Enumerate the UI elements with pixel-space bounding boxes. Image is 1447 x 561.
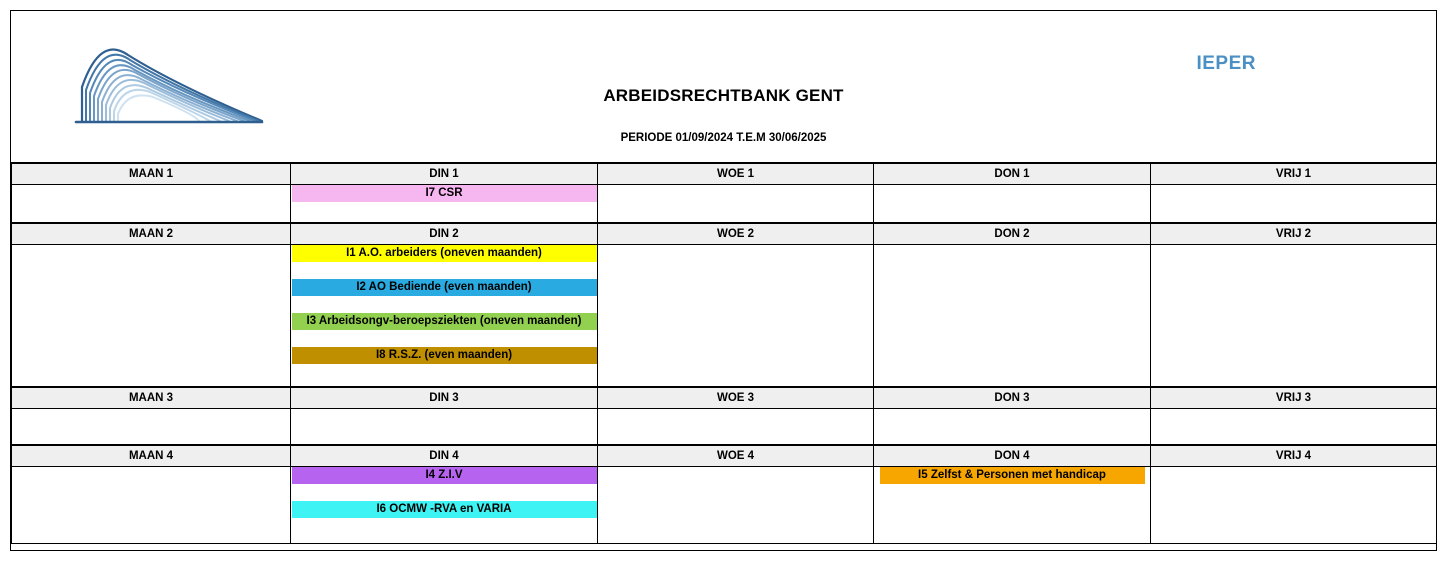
day-header-don-2: DON 2 <box>874 224 1151 245</box>
day-cell-din-1[interactable] <box>291 185 598 223</box>
day-header-don-4: DON 4 <box>874 446 1151 467</box>
day-header-vrij-4: VRIJ 4 <box>1151 446 1437 467</box>
day-header-maan-2: MAAN 2 <box>12 224 291 245</box>
day-header-maan-1: MAAN 1 <box>12 164 291 185</box>
day-cell-don-2[interactable] <box>874 245 1151 387</box>
day-header-woe-2: WOE 2 <box>598 224 874 245</box>
schedule-entry[interactable]: I8 R.S.Z. (even maanden) <box>292 347 597 364</box>
period-label: PERIODE 01/09/2024 T.E.M 30/06/2025 <box>620 132 827 144</box>
day-cell-vrij-1[interactable] <box>1151 185 1437 223</box>
day-cell-din-3[interactable] <box>291 409 598 445</box>
day-cell-maan-1[interactable] <box>12 185 291 223</box>
day-header-woe-3: WOE 3 <box>598 388 874 409</box>
schedule-grid <box>11 163 1436 544</box>
schedule-entry[interactable]: I2 AO Bediende (even maanden) <box>292 279 597 296</box>
day-cell-don-1[interactable] <box>874 185 1151 223</box>
week-block <box>11 445 1437 544</box>
schedule-entry-spacer <box>292 484 597 501</box>
day-cell-vrij-4[interactable] <box>1151 467 1437 544</box>
week-body-row <box>12 467 1437 544</box>
day-header-vrij-2: VRIJ 2 <box>1151 224 1437 245</box>
day-header-din-4: DIN 4 <box>291 446 598 467</box>
week-header-row <box>12 388 1437 409</box>
week-header-row <box>12 446 1437 467</box>
day-header-vrij-3: VRIJ 3 <box>1151 388 1437 409</box>
day-header-vrij-1: VRIJ 1 <box>1151 164 1437 185</box>
day-header-maan-4: MAAN 4 <box>12 446 291 467</box>
day-cell-don-4[interactable] <box>874 467 1151 544</box>
day-cell-woe-4[interactable] <box>598 467 874 544</box>
document-header <box>11 11 1436 163</box>
schedule-entry-spacer <box>292 296 597 313</box>
day-header-don-1: DON 1 <box>874 164 1151 185</box>
site-label: IEPER <box>1196 53 1256 74</box>
day-cell-woe-3[interactable] <box>598 409 874 445</box>
day-header-woe-4: WOE 4 <box>598 446 874 467</box>
day-cell-din-2[interactable] <box>291 245 598 387</box>
day-cell-vrij-3[interactable] <box>1151 409 1437 445</box>
day-header-maan-3: MAAN 3 <box>12 388 291 409</box>
day-cell-woe-2[interactable] <box>598 245 874 387</box>
week-body-row <box>12 245 1437 387</box>
fan-lines-logo <box>66 29 266 129</box>
day-header-don-3: DON 3 <box>874 388 1151 409</box>
day-header-woe-1: WOE 1 <box>598 164 874 185</box>
schedule-entry[interactable]: I5 Zelfst & Personen met handicap <box>880 467 1145 484</box>
day-cell-woe-1[interactable] <box>598 185 874 223</box>
week-block <box>11 223 1437 387</box>
day-cell-din-4[interactable] <box>291 467 598 544</box>
week-header-row <box>12 164 1437 185</box>
day-header-din-1: DIN 1 <box>291 164 598 185</box>
schedule-entry-spacer <box>292 330 597 347</box>
day-cell-don-3[interactable] <box>874 409 1151 445</box>
day-header-din-3: DIN 3 <box>291 388 598 409</box>
week-block <box>11 163 1437 223</box>
schedule-entry[interactable]: I4 Z.I.V <box>292 467 597 484</box>
schedule-sheet <box>10 10 1437 551</box>
page-title: ARBEIDSRECHTBANK GENT <box>603 86 844 105</box>
day-cell-maan-4[interactable] <box>12 467 291 544</box>
schedule-entry[interactable]: I3 Arbeidsongv-beroepsziekten (oneven maanden) <box>292 313 597 330</box>
schedule-entry[interactable]: I7 CSR <box>292 185 597 202</box>
week-body-row <box>12 409 1437 445</box>
week-block <box>11 387 1437 445</box>
day-cell-maan-3[interactable] <box>12 409 291 445</box>
week-body-row <box>12 185 1437 223</box>
schedule-entry[interactable]: I1 A.O. arbeiders (oneven maanden) <box>292 245 597 262</box>
schedule-entry[interactable]: I6 OCMW -RVA en VARIA <box>292 501 597 518</box>
week-header-row <box>12 224 1437 245</box>
day-cell-maan-2[interactable] <box>12 245 291 387</box>
day-cell-vrij-2[interactable] <box>1151 245 1437 387</box>
schedule-entry-spacer <box>292 262 597 279</box>
day-header-din-2: DIN 2 <box>291 224 598 245</box>
